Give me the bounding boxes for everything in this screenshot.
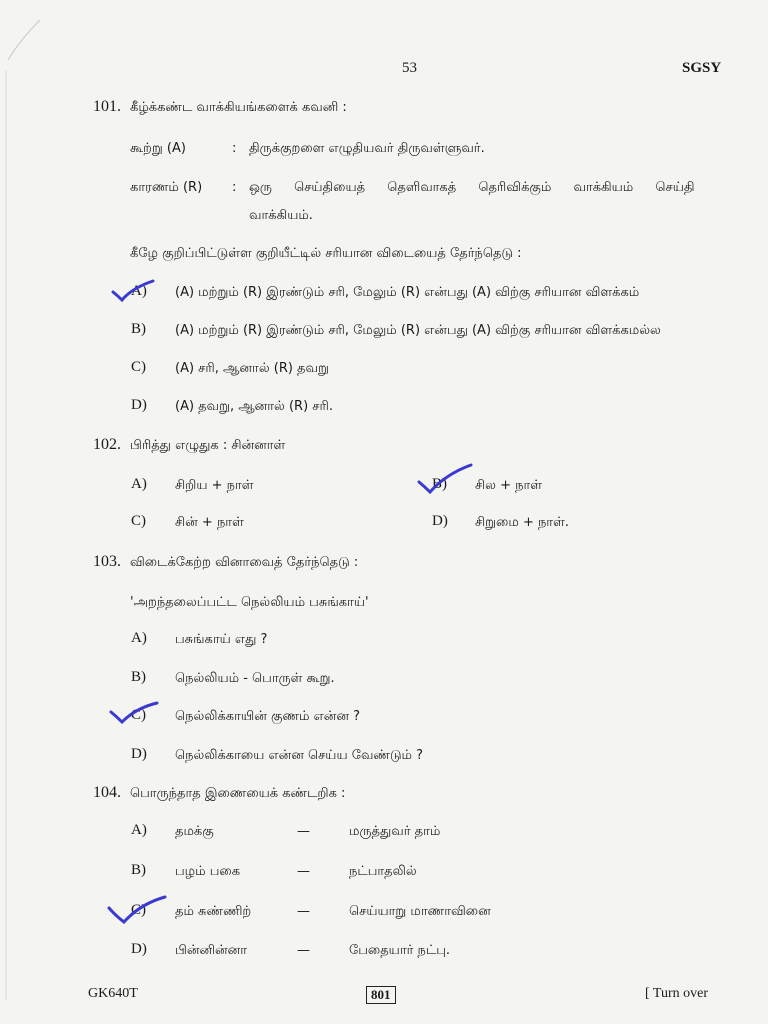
footer-turn-over: [ Turn over [645,986,709,1001]
q103-option-d-text: நெல்லிக்காயை என்ன செய்ய வேண்டும் ? [175,748,424,763]
question-102-prompt: பிரித்து எழுதுக : சின்னாள் [130,438,286,453]
question-101-instruction: கீழே குறிப்பிட்டுள்ள குறியீட்டில் சரியான விடையைத் தேர்ந்தெடு : [130,246,522,261]
q102-option-c-label: C) [131,513,146,529]
q104-option-c-dash: — [297,904,310,919]
q102-option-b-label: B) [432,476,447,492]
assertion-separator: : [232,141,237,156]
q104-option-a-dash: — [297,824,310,839]
assertion-label: கூற்று (A) [130,141,186,156]
paper-code: SGSY [682,60,722,76]
question-103-number: 103. [93,553,121,570]
q103-option-a-text: பசுங்காய் எது ? [175,632,268,647]
q104-option-b-left: பழம் பகை [175,864,241,879]
q102-option-b-text: சில + நாள் [475,478,542,493]
q103-option-a-label: A) [131,630,147,646]
q104-option-c-label: C) [131,902,146,918]
question-104-number: 104. [93,784,121,801]
q101-option-b-label: B) [131,321,146,337]
q101-option-d-text: (A) தவறு, ஆனால் (R) சரி. [175,399,333,414]
q101-option-a-label: A) [131,283,147,299]
q104-option-d-dash: — [297,943,310,958]
assertion-text: திருக்குறளை எழுதியவர் திருவள்ளுவர். [249,141,485,156]
q102-option-a-label: A) [131,476,147,492]
q101-option-c-label: C) [131,359,146,375]
q103-option-c-label: C) [131,707,146,723]
reason-text-line-2: வாக்கியம். [249,208,313,223]
reason-separator: : [232,180,237,195]
q102-option-d-text: சிறுமை + நாள். [475,515,569,530]
q103-option-c-text: நெல்லிக்காயின் குணம் என்ன ? [175,709,360,724]
q101-option-b-text: (A) மற்றும் (R) இரண்டும் சரி, மேலும் (R) என்பது (A) விற்கு சரியான விளக்கமல்ல [175,323,661,338]
q104-option-c-left: தம் சுண்ணிற் [175,904,252,919]
question-102-number: 102. [93,436,121,453]
footer-paper-code: GK640T [88,986,138,1001]
page-number: 53 [402,60,417,76]
reason-label: காரணம் (R) [130,180,203,195]
q104-option-c-right: செய்யாறு மாணாவினை [349,904,491,919]
question-104-prompt: பொருந்தாத இணையைக் கண்டறிக : [130,786,346,801]
q104-option-d-left: பின்னின்னா [175,943,248,958]
question-101-number: 101. [93,98,121,115]
footer-booklet-number: 801 [366,986,396,1004]
q104-option-a-label: A) [131,822,147,838]
q103-option-b-label: B) [131,669,146,685]
q101-option-c-text: (A) சரி, ஆனால் (R) தவறு [175,361,329,376]
q104-option-b-right: நட்பாதலில் [349,864,417,879]
q102-option-a-text: சிறிய + நாள் [175,478,254,493]
q104-option-b-dash: — [297,864,310,879]
q104-option-d-right: பேதையார் நட்பு. [349,943,451,958]
q104-option-d-label: D) [131,941,147,957]
question-103-quote: 'அறந்தலைப்பட்ட நெல்லியம் பசுங்காய்' [130,595,369,610]
q101-option-d-label: D) [131,397,147,413]
q103-option-d-label: D) [131,746,147,762]
q103-option-b-text: நெல்லியம் - பொருள் கூறு. [175,671,335,686]
question-101-prompt: கீழ்க்கண்ட வாக்கியங்களைக் கவனி : [130,100,347,115]
q101-option-a-text: (A) மற்றும் (R) இரண்டும் சரி, மேலும் (R) என்பது (A) விற்கு சரியான விளக்கம் [175,285,640,300]
reason-text-line-1: ஒரு செய்தியைத் தெளிவாகத் தெரிவிக்கும் வாக்கியம் செய்தி [249,180,695,195]
q104-option-a-right: மருத்துவர் தாம் [349,824,441,839]
q102-option-d-label: D) [432,513,448,529]
q102-option-c-text: சின் + நாள் [175,515,244,530]
question-103-prompt: விடைக்கேற்ற வினாவைத் தேர்ந்தெடு : [130,555,359,570]
q104-option-a-left: தமக்கு [175,824,214,839]
q104-option-b-label: B) [131,862,146,878]
